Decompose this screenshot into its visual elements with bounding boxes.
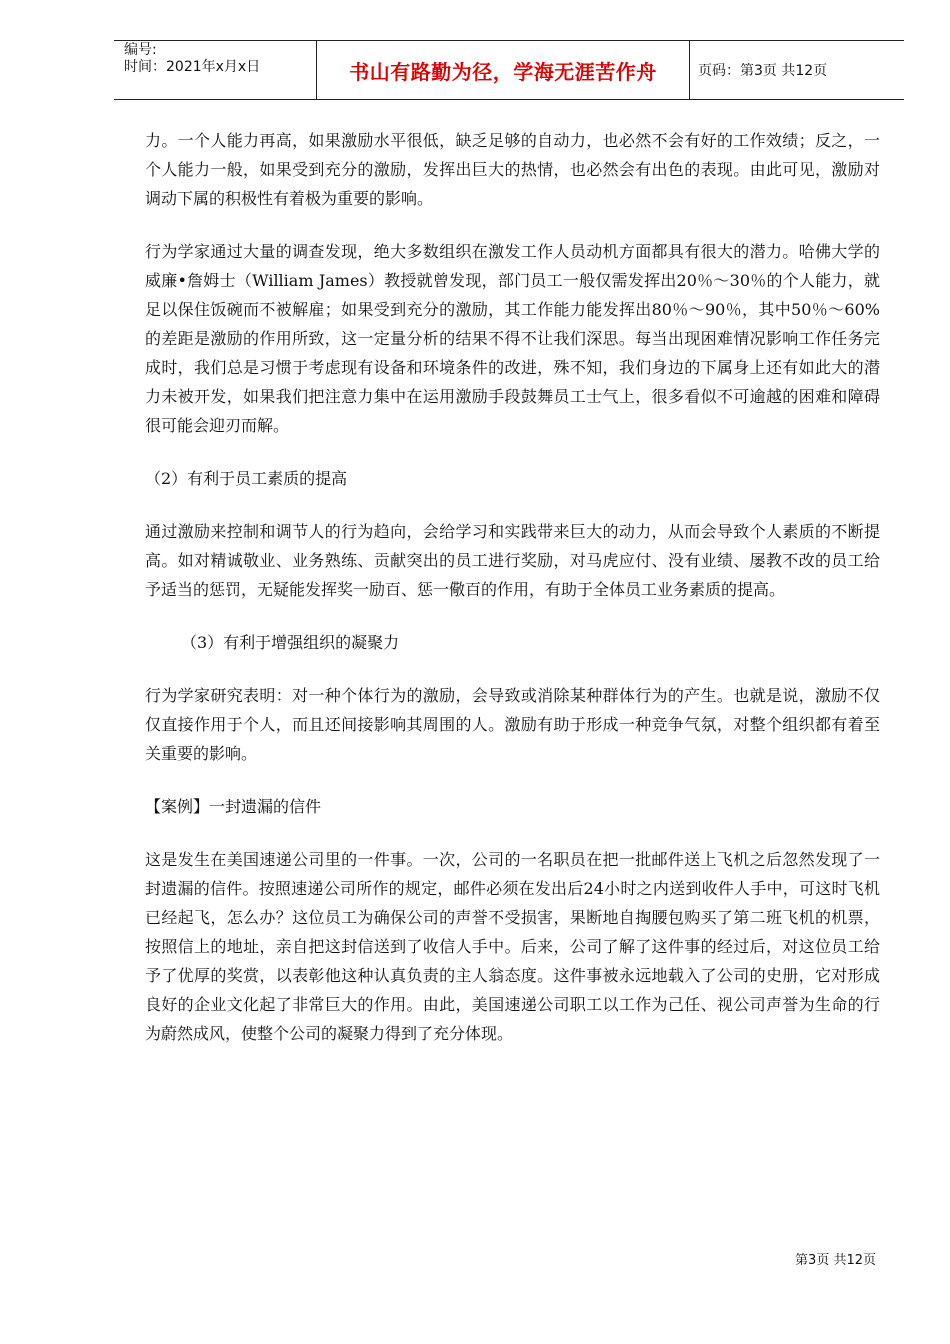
document-date: 时间：2021年x月x日 [124, 59, 261, 75]
paragraph: 力。一个人能力再高，如果激励水平很低，缺乏足够的自动力，也必然不会有好的工作效绩；反之，一个人能力一般，如果受到充分的激励，发挥出巨大的热情，也必然会有出色的表现。由此可见，激励对调动下属的积极性有着极为重要的影响。 [145, 131, 880, 208]
document-number-label: 编号: [124, 42, 157, 58]
section-heading: （3）有利于增强组织的凝聚力 [181, 633, 400, 652]
page-header [114, 40, 904, 100]
page-footer: 第3页 共12页 [795, 1253, 876, 1268]
paragraph: 行为学家通过大量的调查发现，绝大多数组织在激发工作人员动机方面都具有很大的潜力。哈佛大学的威廉•詹姆士（William James）教授就曾发现，部门员工一般仅需发挥出20％～30％的个人能力，就足以保住饭碗而不被解雇；如果受到充分的激励，其工作能力能发挥出80％～90％，其中50％～60%的差距是激励的作用所致，这一定量分析的结果不得不让我们深思。每当出现困难情况影响工作任务完成时，我们总是习惯于考虑现有设备和环境条件的改进，殊不知，我们身边的下属身上还有如此大的潜力未被开发，如果我们把注意力集中在运用激励手段鼓舞员工士气上，很多看似不可逾越的困难和障碍很可能会迎刃而解。 [145, 242, 880, 435]
paragraph: 行为学家研究表明：对一种个体行为的激励，会导致或消除某种群体行为的产生。也就是说，激励不仅仅直接作用于个人，而且还间接影响其周围的人。激励有助于形成一种竞争气氛，对整个组织都有着至关重要的影响。 [145, 686, 880, 763]
header-meta [114, 41, 317, 99]
paragraph: 这是发生在美国速递公司里的一件事。一次，公司的一名职员在把一批邮件送上飞机之后忽然发现了一封遗漏的信件。按照速递公司所作的规定，邮件必须在发出后24小时之内送到收件人手中，可这时飞机已经起飞，怎么办？这位员工为确保公司的声誉不受损害，果断地自掏腰包购买了第二班飞机的机票，按照信上的地址，亲自把这封信送到了收信人手中。后来，公司了解了这件事的经过后，对这位员工给予了优厚的奖赏，以表彰他这种认真负责的主人翁态度。这件事被永远地载入了公司的史册，它对形成良好的企业文化起了非常巨大的作用。由此，美国速递公司职工以工作为己任、视公司声誉为生命的行为蔚然成风，使整个公司的凝聚力得到了充分体现。 [145, 850, 880, 1043]
paragraph: 通过激励来控制和调节人的行为趋向，会给学习和实践带来巨大的动力，从而会导致个人素质的不断提高。如对精诚敬业、业务熟练、贡献突出的员工进行奖励，对马虎应付、没有业绩、屡教不改的员工给予适当的惩罚，无疑能发挥奖一励百、惩一儆百的作用，有助于全体员工业务素质的提高。 [145, 522, 880, 599]
case-title: 【案例】一封遗漏的信件 [145, 797, 322, 816]
header-page-info: 页码：第3页 共12页 [698, 63, 828, 79]
header-motto: 书山有路勤为径，学海无涯苦作舟 [317, 41, 690, 99]
document-body [145, 126, 880, 1048]
section-heading: （2）有利于员工素质的提高 [145, 469, 348, 488]
